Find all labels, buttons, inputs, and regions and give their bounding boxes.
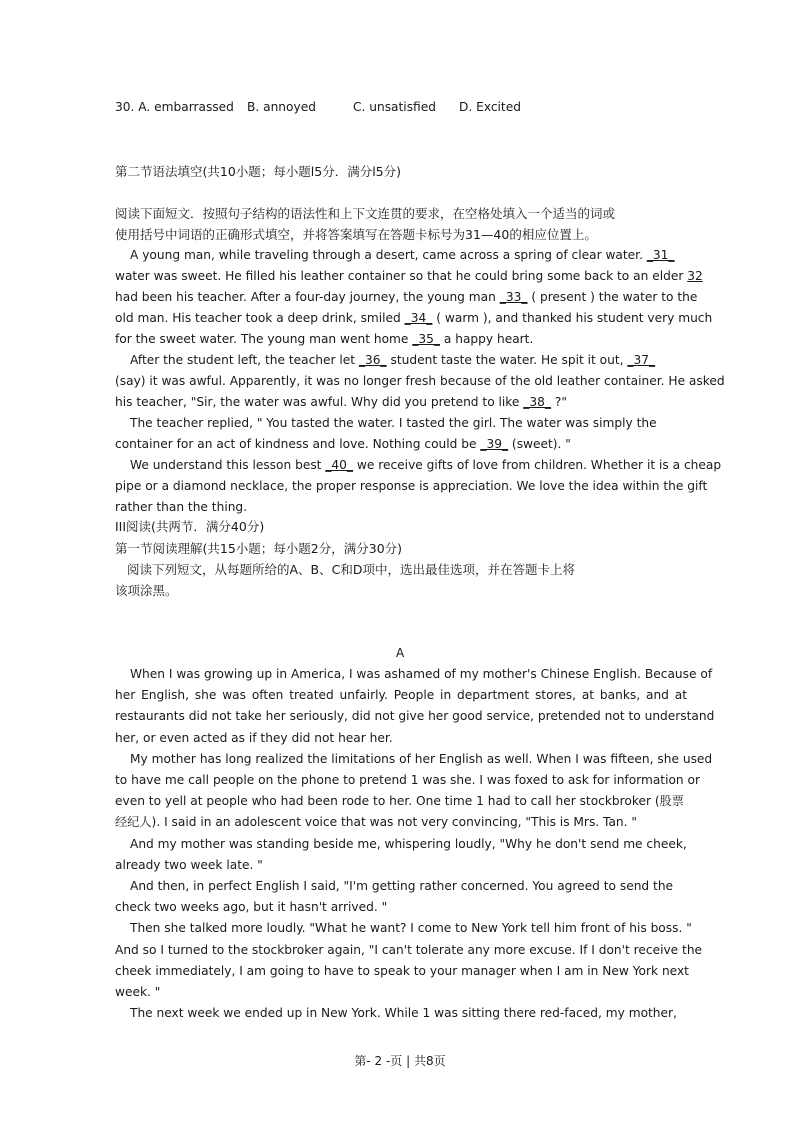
answer-blank: _33_ (499, 290, 528, 304)
passage-text: old man. His teacher took a deep drink, smiled (115, 311, 405, 325)
passage-text: We understand this lesson best (130, 458, 326, 472)
passage-text: ( present ) the water to the (527, 290, 698, 304)
passage-text: container for an act of kindness and love. Nothing could be (115, 437, 481, 451)
passage-line: When I was growing up in America, I was ashamed of my mother's Chinese English. Because of (130, 667, 713, 681)
passage-text: a happy heart. (440, 332, 534, 346)
passage-line: her English, she was often treated unfairly. People in department stores, at banks, and at (115, 688, 687, 703)
passage-line (115, 394, 687, 411)
passage-text: ?" (551, 395, 567, 409)
answer-blank: _39_ (480, 437, 509, 451)
answer-blank: _35_ (412, 332, 441, 346)
passage-line (130, 352, 687, 369)
passage-line: And so I turned to the stockbroker again, "I can't tolerate any more excuse. If I don't receive the (115, 942, 703, 957)
option-c: C. unsatisfied (353, 100, 436, 114)
passage-line: My mother has long realized the limitations of her English as well. When I was fifteen, she used (130, 751, 713, 766)
passage-line: even to yell at people who had been rode to her. One time 1 had to call her stockbroker (股票 (115, 794, 684, 809)
instruction-line-2: 使用括号中词语的正确形式填空，并将答案填写在答题卡标号为31—40的相应位置上。 (115, 227, 597, 242)
passage-line: her, or even acted as if they did not hear her. (115, 730, 393, 745)
passage-line: Then she talked more loudly. "What he want? I come to New York tell him front of his boss. " (130, 921, 692, 936)
passage-line: cheek immediately, I am going to have to speak to your manager when I am in New York next (115, 963, 689, 978)
passage-line: The next week we ended up in New York. While 1 was sitting there red-faced, my mother, (130, 1006, 677, 1021)
passage-line (130, 457, 722, 474)
passage-line (115, 268, 703, 285)
answer-blank: _38_ (523, 395, 551, 409)
answer-blank: _40_ (325, 458, 354, 472)
passage-line (130, 415, 687, 432)
part-3-title: III阅读(共两节．满分40分) (115, 519, 265, 534)
passage-text: ( warm ), and thanked his student very much (432, 311, 713, 325)
page-footer: 第- 2 -页 | 共8页 (354, 1054, 446, 1068)
passage-line: And then, in perfect English I said, "I'm getting rather concerned. You agreed to send the (130, 879, 674, 893)
passage-line: And my mother was standing beside me, whispering loudly, "Why he don't send me cheek, (130, 836, 687, 851)
passage-line (115, 499, 687, 516)
section-2-title: 第二节语法填空(共10小题；每小题l5分．满分l5分) (115, 164, 402, 179)
passage-text: had been his teacher. After a four-day journey, the young man (115, 290, 500, 304)
passage-line (115, 310, 713, 327)
answer-blank: _37_ (627, 353, 656, 367)
passage-line (115, 436, 687, 453)
instruction-line-1: 阅读下面短文．按照句子结构的语法性和上下文连贯的要求，在空格处填入一个适当的词或 (115, 206, 616, 221)
reading-instruction-line-1: 阅读下列短文，从每题所给的A、B、C和D项中，选出最佳选项，并在答题卡上将 (127, 562, 575, 577)
passage-line: 经纪人). I said in an adolescent voice that was not very convincing, "This is Mrs. Tan. " (115, 815, 638, 830)
question-30-options (115, 99, 687, 116)
option-a: 30. A. embarrassed (115, 100, 234, 114)
passage-line: restaurants did not take her seriously, did not give her good service, pretended not to understand (115, 709, 715, 724)
answer-blank: 32 (687, 269, 703, 283)
passage-text: we receive gifts of love from children. Whether it is a cheap (353, 458, 722, 472)
passage-text: pipe or a diamond necklace, the proper response is appreciation. We love the idea within the gift (115, 479, 708, 493)
passage-text: for the sweet water. The young man went home (115, 332, 413, 346)
passage-line: to have me call people on the phone to pretend 1 was she. I was foxed to ask for information or (115, 773, 700, 787)
passage-text: (sweet). " (508, 437, 571, 451)
passage-text: water was sweet. He filled his leather container so that he could bring some back to an elder (115, 269, 688, 283)
passage-line: already two week late. " (115, 857, 263, 872)
reading-instruction-line-2: 该项涂黑。 (115, 583, 178, 598)
passage-text: A young man, while traveling through a desert, came across a spring of clear water. (130, 248, 647, 262)
passage-text: rather than the thing. (115, 500, 248, 514)
passage-line (115, 289, 698, 306)
option-b: B. annoyed (247, 100, 316, 114)
passage-text: The teacher replied, " You tasted the water. I tasted the girl. The water was simply the (130, 416, 657, 430)
passage-text: After the student left, the teacher let (130, 353, 359, 367)
section-1-title: 第一节阅读理解(共15小题；每小题2分，满分30分) (115, 541, 403, 556)
passage-text: (say) it was awful. Apparently, it was no longer fresh because of the old leather container. He asked (115, 374, 725, 388)
passage-line (115, 331, 687, 348)
passage-line (115, 478, 708, 495)
answer-blank: _31_ (646, 248, 675, 262)
answer-blank: _36_ (358, 353, 387, 367)
passage-line: week. " (115, 985, 161, 999)
option-d: D. Excited (459, 100, 521, 114)
passage-line: check two weeks ago, but it hasn't arrived. " (115, 900, 388, 915)
passage-line (130, 247, 687, 264)
passage-line (115, 373, 725, 390)
passage-a-title: A (395, 646, 405, 660)
answer-blank: _34_ (404, 311, 433, 325)
passage-text: his teacher, "Sir, the water was awful. Why did you pretend to like (115, 395, 524, 409)
passage-text: student taste the water. He spit it out, (386, 353, 628, 367)
